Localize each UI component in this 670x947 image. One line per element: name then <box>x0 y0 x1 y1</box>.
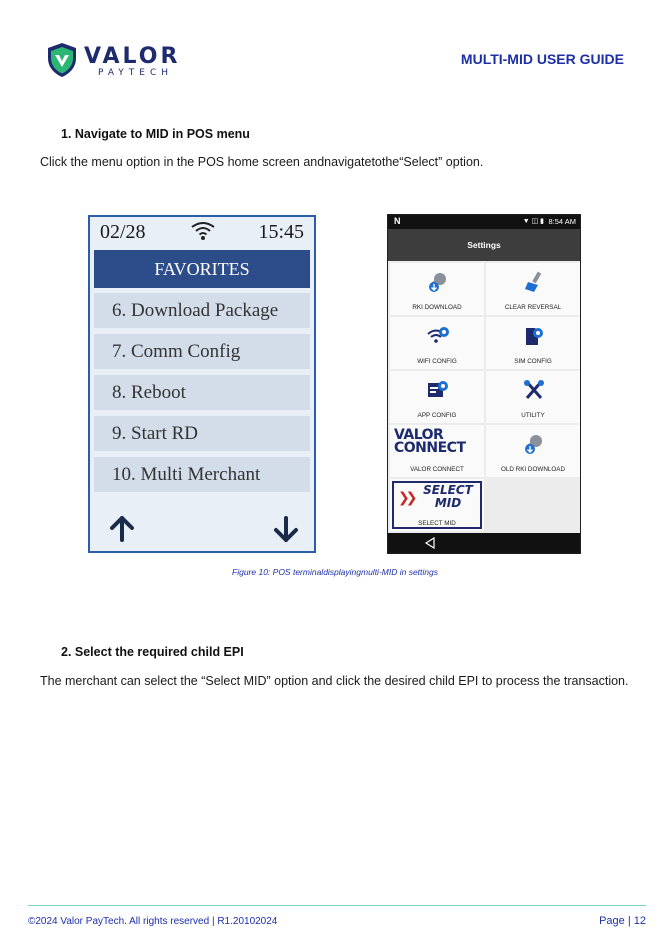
tile-label: CLEAR REVERSAL <box>504 304 562 311</box>
app-gear-icon <box>426 379 450 401</box>
tile-label: UTILITY <box>521 412 545 419</box>
pos-time: 15:45 <box>258 221 304 243</box>
footer-copyright: ©2024 Valor PayTech. All rights reserved | R1.20102024 <box>28 916 278 927</box>
arrow-down-icon[interactable] <box>272 515 300 543</box>
wifi-gear-icon <box>426 325 450 347</box>
tile-clear-reversal[interactable] <box>486 263 580 315</box>
pos-status-bar <box>90 217 314 247</box>
tile-sim-config[interactable] <box>486 317 580 369</box>
settings-title: Settings <box>388 229 580 261</box>
tile-rki-download[interactable] <box>390 263 484 315</box>
android-clock: 8:54 AM <box>548 217 576 226</box>
status-icons: ▼ ◫ ▮ <box>522 218 544 225</box>
tile-label: SIM CONFIG <box>514 358 552 365</box>
sim-gear-icon <box>522 325 546 347</box>
key-download-icon <box>522 433 546 455</box>
tile-wifi-config[interactable] <box>390 317 484 369</box>
pos-menu-title: FAVORITES <box>94 250 310 288</box>
section-2-heading: 2. Select the required child EPI <box>61 645 244 659</box>
brand-name: VALOR <box>84 44 181 69</box>
tile-app-config[interactable] <box>390 371 484 423</box>
tile-label: APP CONFIG <box>417 412 457 419</box>
shield-logo-icon <box>46 42 78 78</box>
section-1-heading: 1. Navigate to MID in POS menu <box>61 127 250 141</box>
tile-utility[interactable] <box>486 371 580 423</box>
pos-menu-item[interactable]: 6. Download Package <box>94 293 310 328</box>
valor-paytech-logo <box>46 42 181 82</box>
tile-label: RKI DOWNLOAD <box>412 304 462 311</box>
key-download-icon <box>426 271 450 293</box>
tile-valor-connect[interactable] <box>390 425 484 477</box>
tile-label: SELECT MID <box>418 520 456 527</box>
android-nav-bar <box>388 533 580 553</box>
valor-connect-logo: VALOR CONNECT <box>394 427 466 456</box>
section-2-body: The merchant can select the “Select MID” option and click the desired child EPI to process the transaction. <box>40 674 629 688</box>
document-title: MULTI-MID USER GUIDE <box>460 51 624 67</box>
pos-menu-item[interactable]: 10. Multi Merchant <box>94 457 310 492</box>
brand-subtitle: PAYTECH <box>98 68 174 78</box>
page-number: Page | 12 <box>599 915 646 927</box>
broom-icon <box>522 271 546 293</box>
tools-icon <box>522 379 546 401</box>
double-chevron-icon: ❯❯ <box>398 489 414 505</box>
android-settings-screen <box>387 214 581 554</box>
pos-menu-item[interactable]: 7. Comm Config <box>94 334 310 369</box>
footer-divider <box>28 905 646 906</box>
pos-menu-item[interactable]: 8. Reboot <box>94 375 310 410</box>
tile-label: OLD RKI DOWNLOAD <box>500 466 566 473</box>
back-triangle-icon[interactable] <box>424 537 436 549</box>
arrow-up-icon[interactable] <box>108 515 136 543</box>
tile-label: WIFI CONFIG <box>417 358 457 365</box>
tile-old-rki-download[interactable] <box>486 425 580 477</box>
wifi-icon <box>190 221 216 241</box>
select-mid-logo: SELECT MID <box>423 483 473 510</box>
pos-menu-item[interactable]: 9. Start RD <box>94 416 310 451</box>
tile-label: VALOR CONNECT <box>410 466 464 473</box>
section-1-body: Click the menu option in the POS home screen andnavigatetothe“Select” option. <box>40 155 484 169</box>
android-status-bar <box>388 215 580 229</box>
notification-icon: N <box>394 216 401 226</box>
pos-date: 02/28 <box>100 221 146 243</box>
pos-terminal-screen <box>88 215 316 553</box>
tile-select-mid[interactable] <box>390 479 484 531</box>
figure-caption: Figure 10: POS terminaldisplayingmulti-MID in settings <box>232 567 438 577</box>
